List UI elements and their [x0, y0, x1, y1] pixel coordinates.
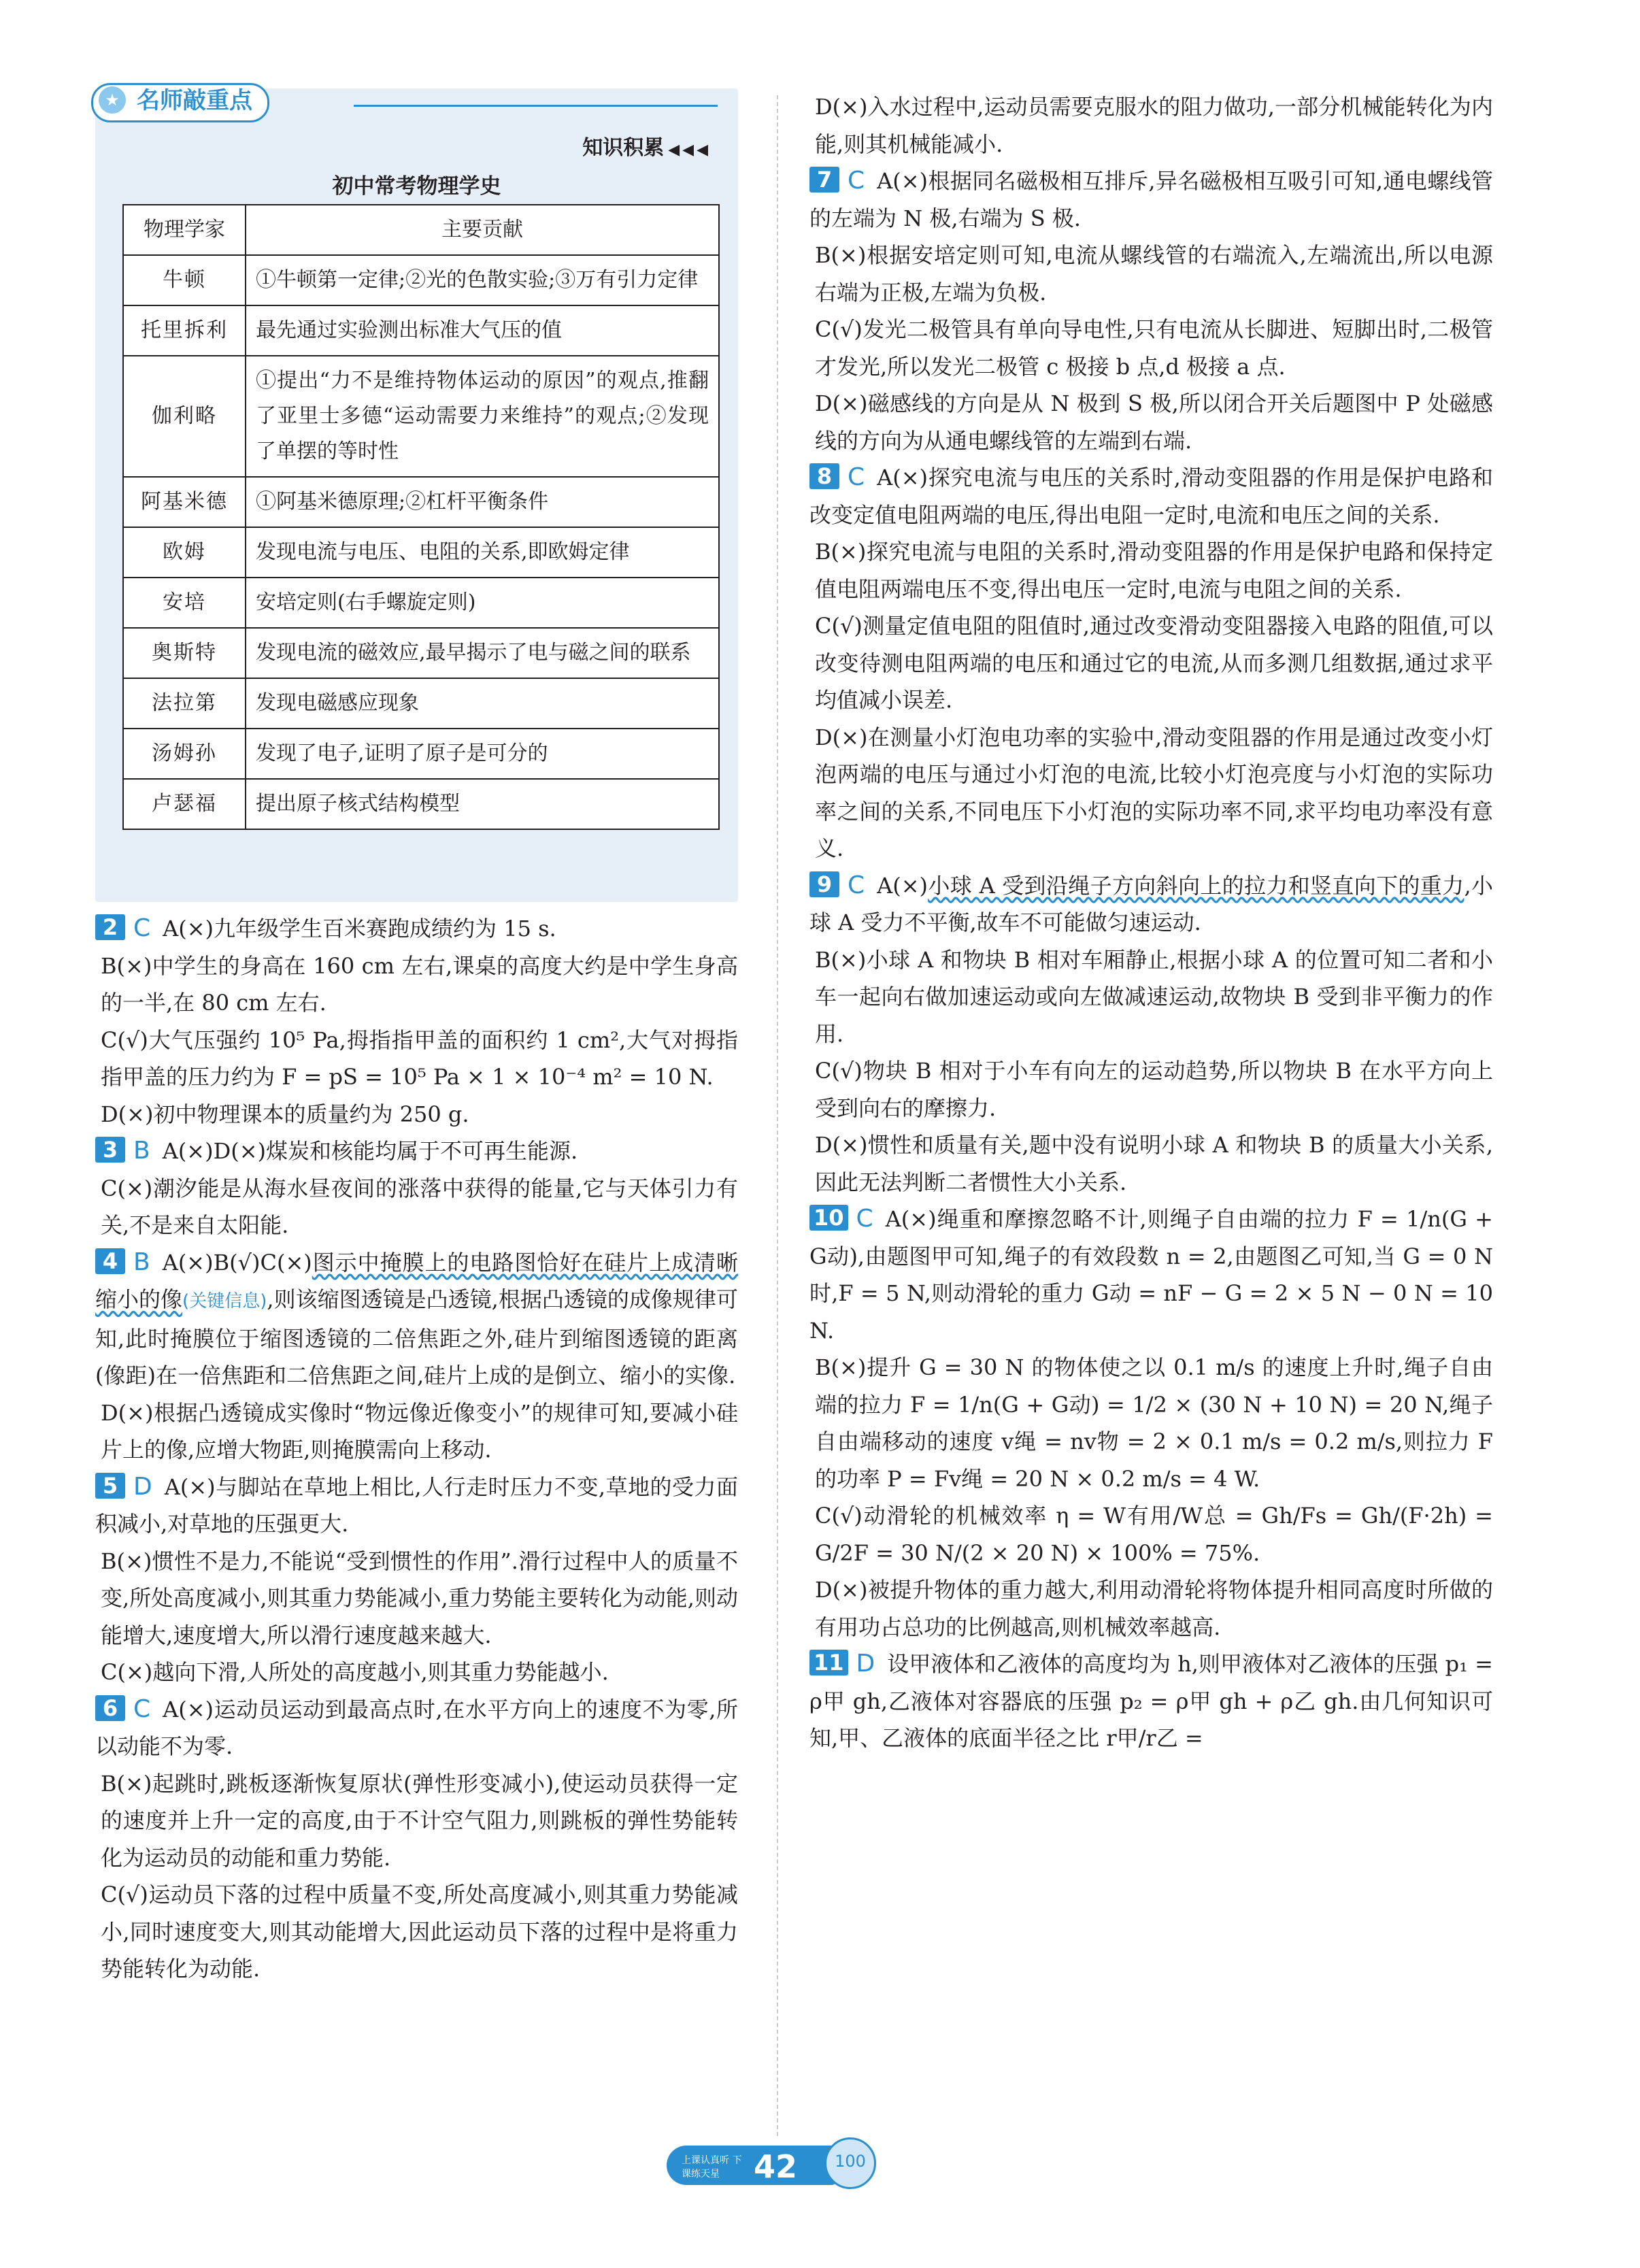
answer-text: ,小球 A 受力不平衡,故车不可能做匀速运动.: [809, 872, 1493, 935]
table-row: [123, 628, 719, 678]
answer-paragraph: D(×)磁感线的方向是从 N 极到 S 极,所以闭合开关后题图中 P 处磁感线的方向为从通电螺线管的左端到右端.: [815, 390, 1493, 454]
answer-text: A(×)D(×)煤炭和核能均属于不可再生能源.: [162, 1138, 578, 1164]
question-number: 10: [809, 1205, 848, 1231]
knowledge-tab-rule: [354, 105, 718, 107]
footer-slogan: 上课认真听 下课练天星: [682, 2155, 742, 2180]
answer-2: [95, 910, 738, 1133]
answer-paragraph: D(×)根据凸透镜成实像时“物远像近像变小”的规律可知,要减小硅片上的像,应增大物距,则掩膜需向上移动.: [101, 1399, 738, 1463]
knowledge-tab: [91, 83, 269, 122]
mascot-icon: 100: [824, 2137, 876, 2189]
answer-6: [95, 1691, 738, 1988]
answer-paragraph: B(×)提升 G = 30 N 的物体使之以 0.1 m/s 的速度上升时,绳子自由端的拉力 F = 1/n(G + G动) = 1/2 × (30 N + 10 N) = 20 N,绳子自由端移动的速度 v绳 = nv物 = 2 × 0.1 m/s = 0.2 m/s,则拉力 F 的功率 P = Fv绳 = 20 N × 0.2 m/s = 4 W.: [815, 1354, 1493, 1492]
answer-5: [95, 1469, 738, 1691]
answer-paragraph: [95, 910, 738, 948]
question-number: 11: [809, 1650, 848, 1675]
answer-head: [809, 1201, 873, 1238]
table-row: [123, 356, 719, 477]
answer-paragraph: [809, 459, 1493, 533]
table-row: [123, 779, 719, 829]
contribution: 发现电磁感应现象: [246, 678, 719, 729]
question-number: 5: [95, 1473, 125, 1499]
physicist-name: 汤姆孙: [123, 729, 246, 779]
contribution: ①提出“力不是维持物体运动的原因”的观点,推翻了亚里士多德“运动需要力来维持”的观点;②发现了单摆的等时性: [246, 356, 719, 477]
answer-paragraph: B(×)中学生的身高在 160 cm 左右,课桌的高度大约是中学生身高的一半,在 80 cm 左右.: [101, 952, 738, 1016]
answer-10: [809, 1201, 1493, 1646]
table-row: [123, 255, 719, 305]
answer-letter: B: [133, 1137, 150, 1165]
question-number: 2: [95, 914, 125, 940]
knowledge-tab-label: 名师敲重点: [137, 87, 252, 114]
knowledge-box: [95, 88, 738, 902]
answer-paragraph: D(×)被提升物体的重力越大,利用动滑轮将物体提升相同高度时所做的有用功占总功的比例越高,则机械效率越高.: [815, 1577, 1493, 1640]
contribution: 提出原子核式结构模型: [246, 779, 719, 829]
answer-head: [95, 910, 150, 948]
right-column: [809, 88, 1493, 1757]
section-label: [582, 131, 711, 161]
physicist-name: 伽利略: [123, 356, 246, 477]
answer-7: [809, 163, 1493, 459]
answer-paragraph: D(×)入水过程中,运动员需要克服水的阻力做功,一部分机械能转化为内能,则其机械能减小.: [815, 94, 1493, 157]
answer-text: A(×)与脚站在草地上相比,人行走时压力不变,草地的受力面积减小,对草地的压强更大.: [95, 1473, 738, 1537]
column-divider: [777, 95, 778, 2136]
answer-text: A(×)绳重和摩擦忽略不计,则绳子自由端的拉力 F = 1/n(G + G动),由题图甲可知,绳子的有效段数 n = 2,由题图乙可知,当 G = 0 N 时,F = 5 N,则动滑轮的重力 G动 = nF − G = 2 × 5 N − 0 N = 10 N.: [809, 1206, 1493, 1344]
answer-head: [809, 163, 865, 200]
contribution: ①阿基米德原理;②杠杆平衡条件: [246, 477, 719, 527]
answer-paragraph: B(×)小球 A 和物块 B 相对车厢静止,根据小球 A 的位置可知二者和小车一起向右做加速运动或向左做减速运动,故物块 B 受到非平衡力的作用.: [815, 946, 1493, 1047]
answer-9: [809, 867, 1493, 1201]
contribution: 发现电流的磁效应,最早揭示了电与磁之间的联系: [246, 628, 719, 678]
answer-letter: C: [856, 1205, 873, 1233]
answer-text: A(×): [877, 872, 928, 899]
answer-paragraph: C(√)发光二极管具有单向导电性,只有电流从长脚进、短脚出时,二极管才发光,所以发光二极管 c 极接 b 点,d 极接 a 点.: [815, 316, 1493, 380]
physicist-name: 欧姆: [123, 527, 246, 578]
answer-head: [809, 867, 865, 905]
answer-paragraph: [95, 1691, 738, 1765]
physicist-name: 安培: [123, 578, 246, 628]
answer-paragraph: [809, 163, 1493, 237]
answer-paragraph: C(√)运动员下落的过程中质量不变,所处高度减小,则其重力势能减小,同时速度变大,则其动能增大,因此运动员下落的过程中是将重力势能转化为动能.: [101, 1882, 738, 1982]
page-footer: [667, 2141, 877, 2190]
answer-paragraph: B(×)根据安培定则可知,电流从螺线管的右端流入,左端流出,所以电源右端为正极,左端为负极.: [815, 242, 1493, 305]
contribution: 发现电流与电压、电阻的关系,即欧姆定律: [246, 527, 719, 578]
answer-paragraph: [95, 1469, 738, 1543]
answer-4: [95, 1244, 738, 1469]
answer-head: [95, 1133, 150, 1170]
answer-letter: C: [133, 1695, 151, 1723]
answer-paragraph: C(×)潮汐能是从海水昼夜间的涨落中获得的能量,它与天体引力有关,不是来自太阳能.: [101, 1175, 738, 1238]
table-row: [123, 305, 719, 356]
question-number: 4: [95, 1248, 125, 1274]
question-number: 7: [809, 167, 839, 193]
physicist-name: 牛顿: [123, 255, 246, 305]
answer-paragraph: D(×)初中物理课本的质量约为 250 g.: [101, 1101, 469, 1127]
answer-paragraph: [95, 1244, 738, 1395]
physicist-name: 托里拆利: [123, 305, 246, 356]
contribution: 发现了电子,证明了原子是可分的: [246, 729, 719, 779]
answer-paragraph: D(×)在测量小灯泡电功率的实验中,滑动变阻器的作用是通过改变小灯泡两端的电压与通过小灯泡的电流,比较小灯泡亮度与小灯泡的实际功率之间的关系,不同电压下小灯泡的实际功率不同,求平均电功率没有意义.: [815, 724, 1493, 861]
left-column: [95, 88, 738, 1988]
answer-paragraph: B(×)惯性不是力,不能说“受到惯性的作用”.滑行过程中人的质量不变,所处高度减小,则其重力势能减小,重力势能主要转化为动能,则动能增大,速度增大,所以滑行速度越来越大.: [101, 1548, 738, 1648]
footer-badge: [667, 2146, 837, 2185]
physicist-name: 阿基米德: [123, 477, 246, 527]
answer-paragraph: B(×)探究电流与电阻的关系时,滑动变阻器的作用是保护电路和保持定值电阻两端电压不变,得出电压一定时,电流与电阻之间的关系.: [815, 539, 1493, 602]
question-number: 6: [95, 1695, 125, 1721]
table-header-row: [123, 205, 719, 255]
answer-3: [95, 1133, 738, 1244]
answer-paragraph: D(×)惯性和质量有关,题中没有说明小球 A 和物块 B 的质量大小关系,因此无法判断二者惯性大小关系.: [815, 1132, 1493, 1195]
answer-head: [809, 1646, 875, 1683]
answer-text: 设甲液体和乙液体的高度均为 h,则甲液体对乙液体的压强 p₁ = ρ甲 gh,乙液体对容器底的压强 p₂ = ρ甲 gh + ρ乙 gh.由几何知识可知,甲、乙液体的底面半径之比 r甲/r乙 =: [809, 1651, 1493, 1751]
answer-text: ,则该缩图透镜是凸透镜,根据凸透镜的成像规律可知,此时掩膜位于缩图透镜的二倍焦距之外,硅片到缩图透镜的距离(像距)在一倍焦距和二倍焦距之间,硅片上成的是倒立、缩小的实像.: [95, 1286, 738, 1388]
answer-letter: D: [133, 1472, 152, 1501]
section-label-text: 知识积累: [582, 136, 665, 160]
left-answers: [95, 910, 738, 1988]
contribution: 最先通过实验测出标准大气压的值: [246, 305, 719, 356]
answer-text: A(×)探究电流与电压的关系时,滑动变阻器的作用是保护电路和改变定值电阻两端的电压,得出电阻一定时,电流和电压之间的关系.: [809, 465, 1493, 528]
physicist-name: 奥斯特: [123, 628, 246, 678]
answer-letter: D: [856, 1650, 875, 1678]
arrow-left-icon: ◀◀◀: [668, 141, 711, 159]
teacher-icon: ★: [99, 86, 126, 114]
answer-paragraph: [809, 1201, 1493, 1349]
table-row: [123, 477, 719, 527]
answer-letter: C: [133, 914, 151, 942]
answer-paragraph: B(×)起跳时,跳板逐渐恢复原状(弹性形变减小),使运动员获得一定的速度并上升一定的高度,由于不计空气阻力,则跳板的弹性势能转化为运动员的动能和重力势能.: [101, 1770, 738, 1871]
answer-text: A(×)运动员运动到最高点时,在水平方向上的速度不为零,所以动能不为零.: [95, 1696, 738, 1759]
answer-text: A(×)九年级学生百米赛跑成绩约为 15 s.: [163, 916, 556, 941]
answer-head: [95, 1469, 152, 1506]
answer-text: A(×)根据同名磁极相互排斥,异名磁极相互吸引可知,通电螺线管的左端为 N 极,右端为 S 极.: [809, 168, 1493, 231]
table-row: [123, 678, 719, 729]
physicist-name: 卢瑟福: [123, 779, 246, 829]
answer-paragraph: C(√)测量定值电阻的阻值时,通过改变滑动变阻器接入电路的阻值,可以改变待测电阻两端的电压和通过它的电流,从而多测几组数据,通过求平均值减小误差.: [815, 613, 1493, 713]
question-number: 3: [95, 1137, 125, 1163]
table-title: 初中常考物理学史: [332, 174, 501, 199]
table-row: [123, 578, 719, 628]
key-info-underlined: 小球 A 受到沿绳子方向斜向上的拉力和竖直向下的重力: [928, 872, 1465, 899]
table-row: [123, 527, 719, 578]
table-header-physicist: 物理学家: [123, 205, 246, 255]
answer-paragraph: C(√)大气压强约 10⁵ Pa,拇指指甲盖的面积约 1 cm²,大气对拇指指甲盖的压力约为 F = pS = 10⁵ Pa × 1 × 10⁻⁴ m² = 10 N.: [101, 1027, 738, 1090]
answer-head: [809, 459, 865, 497]
answer-paragraph: [95, 1133, 738, 1170]
answer-paragraph: C(√)物块 B 相对于小车有向左的运动趋势,所以物块 B 在水平方向上受到向右的摩擦力.: [815, 1058, 1493, 1121]
table-row: [123, 729, 719, 779]
answer-8: [809, 459, 1493, 867]
contribution: ①牛顿第一定律;②光的色散实验;③万有引力定律: [246, 255, 719, 305]
question-number: 8: [809, 463, 839, 489]
answer-head: [95, 1691, 150, 1729]
page-number: 42: [754, 2148, 798, 2185]
answer-letter: C: [848, 167, 865, 195]
answer-paragraph: C(√)动滑轮的机械效率 η = W有用/W总 = Gh/Fs = Gh/(F·2h) = G/2F = 30 N/(2 × 20 N) × 100% = 75%.: [815, 1503, 1493, 1566]
answer-letter: B: [133, 1248, 150, 1276]
answer-paragraph: [809, 1646, 1493, 1757]
answer-letter: C: [848, 463, 865, 491]
answer-paragraph: [809, 867, 1493, 941]
table-header-contribution: 主要贡献: [246, 205, 719, 255]
answer-paragraph: C(×)越向下滑,人所处的高度越小,则其重力势能越小.: [101, 1659, 609, 1685]
answer-letter: C: [848, 871, 865, 899]
answer-11: [809, 1646, 1493, 1757]
contribution: 安培定则(右手螺旋定则): [246, 578, 719, 628]
answer-head: [95, 1244, 150, 1282]
history-table: [122, 204, 720, 830]
physicist-name: 法拉第: [123, 678, 246, 729]
key-info-tag: (关键信息): [182, 1291, 267, 1312]
question-number: 9: [809, 871, 839, 897]
answer-text: A(×)B(√)C(×): [162, 1249, 312, 1275]
key-info-underlined: 图示中掩膜上的电路图恰好在硅片上成清晰缩小的像: [95, 1249, 738, 1312]
